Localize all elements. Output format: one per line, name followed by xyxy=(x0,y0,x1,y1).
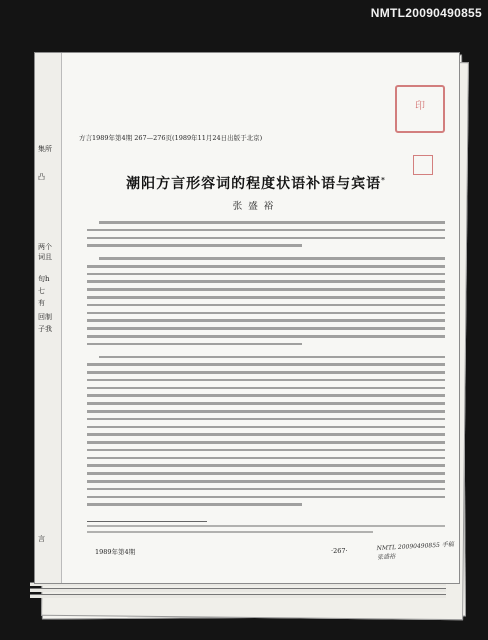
footnote xyxy=(87,525,445,539)
margin-note: 旬h xyxy=(38,275,50,283)
library-seal: 印 xyxy=(395,85,445,133)
small-seal xyxy=(413,155,433,175)
margin-note: 子我 xyxy=(38,325,52,333)
margin-note: 词且 xyxy=(38,253,52,261)
margin-note: 两个 xyxy=(38,243,52,251)
article-title: 潮阳方言形容词的程度状语补语与宾语* xyxy=(126,175,386,192)
page-mark: 言 xyxy=(38,535,45,543)
archive-id: NMTL20090490855 xyxy=(370,6,482,20)
footnote-rule xyxy=(87,521,207,522)
margin-note: 有 xyxy=(38,299,45,307)
document-page xyxy=(34,52,460,584)
sheet-edge xyxy=(30,588,446,592)
footer-issue: 1989年第4期 xyxy=(95,548,136,556)
article-author: 张盛裕 xyxy=(232,201,280,212)
article-body xyxy=(87,221,445,521)
margin-note: 回制 xyxy=(38,313,52,321)
margin-note: 凸 xyxy=(38,173,45,181)
sheet-edge xyxy=(30,594,446,598)
journal-header: 方言1989年第4期 267—276页(1989年11月24日出版于北京) xyxy=(79,134,263,142)
handwritten-note: NMTL 20090490855 手稿 张盛裕 xyxy=(376,541,454,562)
margin-note: 集所 xyxy=(38,145,52,153)
footer-page-number: ·267· xyxy=(331,547,348,555)
margin-note: 七 xyxy=(38,287,45,295)
left-margin-strip xyxy=(35,53,62,583)
